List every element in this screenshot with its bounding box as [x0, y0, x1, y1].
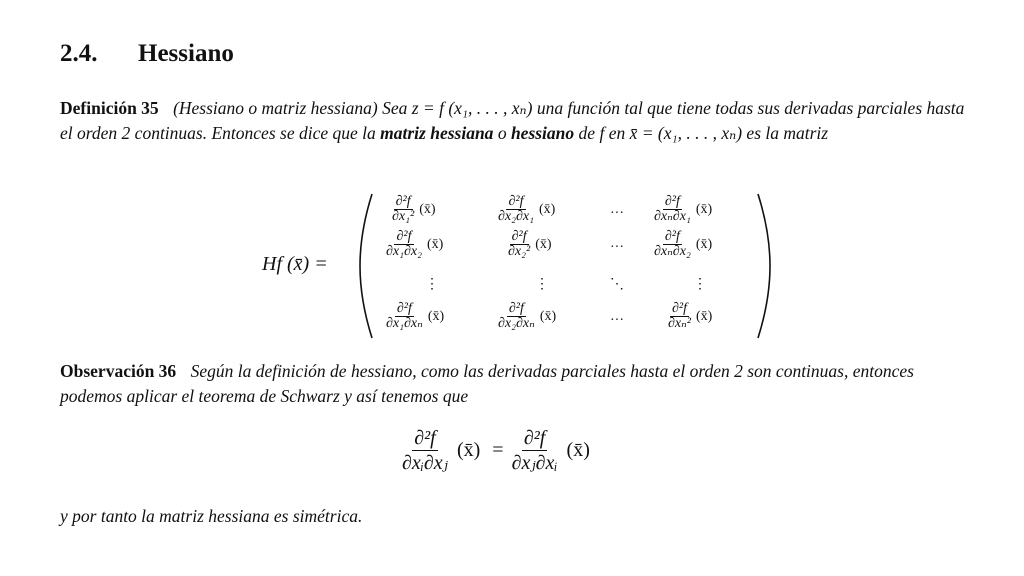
left-parenthesis — [358, 192, 374, 340]
matrix-entry-1-2: $\frac{\text{∂²f}}{\text{∂x₂∂x₁}}$ (x̄) — [498, 194, 556, 224]
schwarz-symmetry-equation: $\frac{\text{∂²f}}{\text{∂xᵢ∂xⱼ}}$ (x̄) = $\frac{\text{∂²f}}{\text{∂xⱼ∂xᵢ}}$ (x̄) — [402, 427, 590, 474]
matrix-entry-n-n: $\frac{\text{∂²f}}{\text{∂xₙ²}}$ (x̄) — [668, 301, 713, 331]
definition-term-2: hessiano — [510, 123, 575, 143]
right-parenthesis — [756, 192, 772, 340]
definition-heading: Definición 35 — [60, 98, 159, 118]
section-number: 2.4. — [60, 40, 98, 67]
lhs-fraction: $\frac{\text{∂²f}}{\text{∂xᵢ∂xⱼ}}$ — [402, 427, 448, 474]
definition-formula-3: x̄ = (x₁, . . . , xₙ) — [629, 123, 743, 143]
matrix-entry-2-2: $\frac{\text{∂²f}}{\text{∂x₂²}}$ (x̄) — [508, 229, 552, 259]
definition-text-2: una función tal que tiene todas sus derivadas parciales hasta el orden 2 continuas. Entonces se dice que la — [60, 98, 965, 143]
matrix-entry-2-n: $\frac{\text{∂²f}}{\text{∂xₙ∂x₂}}$ (x̄) — [654, 229, 713, 259]
hdots: ··· — [610, 240, 624, 255]
definition-formula-2: f — [599, 123, 605, 143]
ddots: ⋱ — [610, 277, 624, 292]
hdots: ··· — [610, 313, 624, 328]
hessian-matrix-equation — [262, 192, 782, 342]
matrix-entry-n-2: $\frac{\text{∂²f}}{\text{∂x₂∂xₙ}}$ (x̄) — [498, 301, 557, 331]
definition-formula-1: z = f (x₁, . . . , xₙ) — [411, 98, 533, 118]
matrix-entry-1-n: $\frac{\text{∂²f}}{\text{∂xₙ∂x₁}}$ (x̄) — [654, 194, 713, 224]
definition-paragraph — [60, 96, 976, 146]
matrix-lhs: Hf (x̄) = — [262, 253, 328, 275]
observation-paragraph — [60, 359, 976, 409]
definition-text-4: de — [578, 123, 596, 143]
section-title: Hessiano — [138, 40, 234, 67]
vdots: ⋮ — [535, 277, 549, 292]
rhs-fraction: $\frac{\text{∂²f}}{\text{∂xⱼ∂xᵢ}}$ — [511, 427, 558, 474]
matrix-entry-1-1: $\frac{\text{∂²f}}{\text{∂x₁²}}$ (x̄) — [392, 194, 436, 224]
observation-heading: Observación 36 — [60, 361, 177, 381]
matrix-entry-2-1: $\frac{\text{∂²f}}{\text{∂x₁∂x₂}}$ (x̄) — [386, 229, 444, 259]
definition-text-6: es la matriz — [746, 123, 829, 143]
observation-text: Según la definición de hessiano, como las derivadas parciales hasta el orden 2 son continuas, entonces podemos aplicar el teorema de Schwarz y así tenemos que — [60, 361, 914, 406]
vdots: ⋮ — [425, 277, 439, 292]
matrix-entry-n-1: $\frac{\text{∂²f}}{\text{∂x₁∂xₙ}}$ (x̄) — [386, 301, 445, 331]
definition-text-5: en — [608, 123, 626, 143]
hdots: ··· — [610, 206, 624, 221]
definition-text-1: (Hessiano o matriz hessiana) Sea — [173, 98, 408, 118]
conclusion-text: y por tanto la matriz hessiana es simétrica. — [60, 506, 363, 526]
fraction: $\frac{\text{∂²f}}{\text{∂x₁²}}$ — [392, 194, 415, 224]
definition-text-3: o — [497, 123, 507, 143]
vdots: ⋮ — [693, 277, 707, 292]
section-heading — [60, 40, 234, 68]
definition-term-1: matriz hessiana — [380, 123, 494, 143]
